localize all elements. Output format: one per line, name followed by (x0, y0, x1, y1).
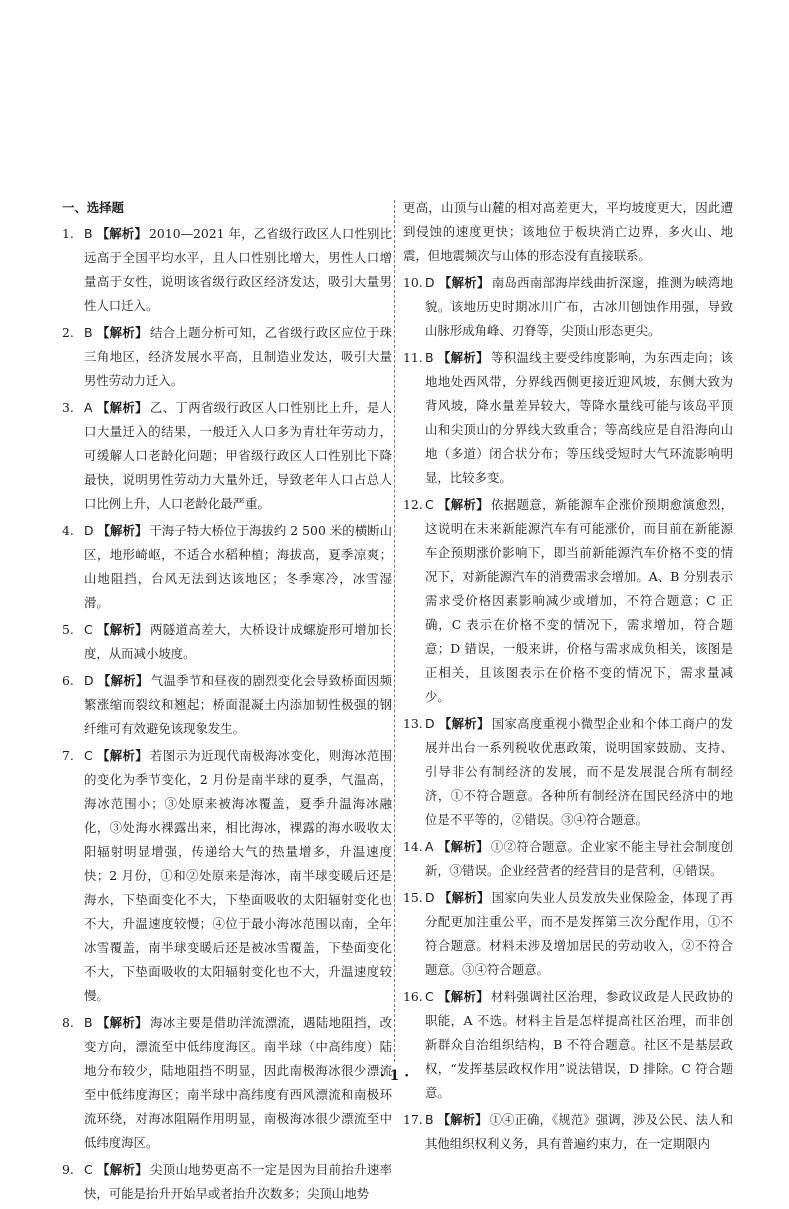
analysis-label: 【解析】 (438, 275, 490, 290)
answer-item (62, 321, 392, 393)
question-number: 14. (403, 839, 423, 854)
answer-letter: D (84, 673, 94, 688)
analysis-text: ①④正确，《规范》强调，涉及公民、法人和其他组织权利义务，具有普遍约束力，在一定期限内 (425, 1112, 733, 1151)
analysis-text: 干海子特大桥位于海拔约 2 500 米的横断山区，地形崎岖，不适合水稻种植；海拔高，夏季凉爽；山地阻挡，台风无法到达该地区；冬季寒冷，冰雪湿滑。 (84, 523, 392, 610)
question-number: 17. (403, 1112, 423, 1127)
right-answer-list (403, 271, 733, 1156)
analysis-text: 两隧道高差大，大桥设计成螺旋形可增加长度，从而减小坡度。 (84, 622, 393, 661)
answer-item (62, 222, 392, 318)
analysis-text: 南岛西南部海岸线曲折深邃，推测为峡湾地貌。该地历史时期冰川广布，古冰川刨蚀作用强，导致山脉形成角峰、刃脊等，尖顶山形态更尖。 (425, 275, 734, 338)
analysis-text: 结合上题分析可知，乙省级行政区应位于珠三角地区，经济发展水平高，且制造业发达，吸引大量男性劳动力迁入。 (84, 325, 393, 388)
analysis-text: 气温季节和昼夜的剧烈变化会导致桥面因频繁涨缩而裂纹和翘起；桥面混凝土内添加韧性极强的钢纤维可有效避免该现象发生。 (84, 673, 393, 736)
question-number: 5. (62, 622, 74, 637)
analysis-label: 【解析】 (96, 622, 149, 637)
analysis-label: 【解析】 (96, 1162, 149, 1177)
question-number: 13. (403, 716, 423, 731)
answer-letter: C (84, 1162, 93, 1177)
question-number: 7. (62, 748, 74, 763)
answer-item (62, 618, 392, 666)
left-answer-list (62, 222, 392, 1206)
question-number: 3. (62, 400, 74, 415)
analysis-text: 材料强调社区治理，参政议政是人民政协的职能，A 不选。材料主旨是怎样提高社区治理，而非创新群众自治组织结构，B 不符合题意。社区不是基层政权，“发挥基层政权作用”说法错误，D 排除。C 符合题意。 (425, 989, 734, 1100)
answer-letter: C (425, 497, 434, 512)
analysis-label: 【解析】 (96, 226, 148, 241)
answer-item (403, 1108, 733, 1156)
answer-letter: D (425, 890, 435, 905)
answer-letter: D (84, 523, 94, 538)
analysis-label: 【解析】 (96, 325, 148, 340)
question-number: 10. (403, 275, 423, 290)
question-number: 11. (403, 350, 423, 365)
answer-item (62, 396, 392, 516)
continuation-text: 更高，山顶与山麓的相对高差更大，平均坡度更大，因此遭到侵蚀的速度更快；该地位于板块消亡边界，多火山、地震，但地震频次与山体的形态没有直接联系。 (403, 200, 733, 263)
answer-letter: B (425, 1112, 434, 1127)
answer-letter: B (84, 1015, 93, 1030)
answer-item (62, 519, 392, 615)
analysis-label: 【解析】 (437, 1112, 488, 1127)
left-column (62, 196, 392, 1209)
analysis-label: 【解析】 (437, 989, 490, 1004)
answer-letter: B (84, 325, 93, 340)
question-number: 9. (62, 1162, 74, 1177)
question-number: 12. (403, 497, 423, 512)
analysis-label: 【解析】 (437, 350, 489, 365)
answer-letter: A (84, 400, 93, 415)
analysis-label: 【解析】 (96, 400, 148, 415)
analysis-text: 国家向失业人员发放失业保险金，体现了再分配更加注重公平，而不是发挥第三次分配作用，①不符合题意。材料未涉及增加居民的劳动收入，②不符合题意。③④符合题意。 (425, 890, 734, 977)
analysis-text: 国家高度重视小微型企业和个体工商户的发展并出台一系列税收优惠政策，说明国家鼓励、支持、引导非公有制经济的发展，而不是发展混合所有制经济，①不符合题意。各种所有制经济在国民经济中的地位是不平等的，②错误。③④符合题意。 (425, 716, 734, 827)
analysis-text: 依据题意，新能源车企涨价预期愈演愈烈，这说明在未来新能源汽车有可能涨价，而目前在新能源车企预期涨价影响下，即当前新能源汽车价格不变的情况下，对新能源汽车的消费需求会增加。A、B 分别表示需求受价格因素影响减少或增加，不符合题意；C 正确，C 表示在价格不变的情况下，需求增加，符合题意；D 错误，一般来讲，价格与需求成负相关，该图是正相关，且该图表示在价格不变的情况下，需求量减少。 (425, 497, 734, 704)
analysis-text: 尖顶山地势更高不一定是因为目前抬升速率快，可能是抬升开始早或者抬升次数多；尖顶山地势 (84, 1162, 393, 1201)
answer-letter: B (425, 350, 434, 365)
answer-item (403, 271, 733, 343)
analysis-label: 【解析】 (97, 673, 149, 688)
analysis-text: 若图示为近现代南极海冰变化，则海冰范围的变化为季节变化，2 月份是南半球的夏季，气温高，海冰范围小；③处原来被海冰覆盖，夏季升温海冰融化，③处海水裸露出来，相比海冰，裸露的海水吸收太阳辐射明显增强，传递给大气的热量增多，升温速度快；2 月份，①和②处原来是海冰，南半球变暖后还是海水，下垫面变化不大，下垫面吸收的太阳辐射变化也不大，升温速度较慢；④位于最小海冰范围以南，全年冰雪覆盖，南半球变暖后还是被冰雪覆盖，下垫面变化不大，下垫面吸收的太阳辐射变化也不大，升温速度较慢。 (84, 748, 393, 1003)
analysis-label: 【解析】 (438, 716, 490, 731)
page-number: · 1 · (379, 1068, 410, 1084)
question-number: 16. (403, 989, 423, 1004)
question-number: 8. (62, 1015, 74, 1030)
answer-letter: C (84, 622, 93, 637)
answer-item (403, 712, 733, 832)
answer-letter: C (84, 748, 93, 763)
answer-item (403, 346, 733, 490)
analysis-text: 2010—2021 年，乙省级行政区人口性别比远高于全国平均水平，且人口性别比增大，男性人口增量高于女性，说明该省级行政区经济发达，吸引大量男性人口迁入。 (84, 226, 393, 313)
question-number: 15. (403, 890, 423, 905)
answer-item (403, 886, 733, 982)
section-title: 一、选择题 (62, 200, 124, 215)
answer-letter: B (84, 226, 93, 241)
answer-item (403, 493, 733, 709)
answer-item (403, 835, 733, 883)
analysis-label: 【解析】 (437, 839, 489, 854)
analysis-label: 【解析】 (96, 1015, 148, 1030)
question-number: 6. (62, 673, 74, 688)
question-number: 1. (62, 226, 74, 241)
analysis-text: 乙、丁两省级行政区人口性别比上升，是人口大量迁入的结果，一般迁入人口多为青壮年劳动力，可缓解人口老龄化问题；甲省级行政区人口性别比下降最快，说明男性劳动力大量外迁，导致老年人口占总人口比例上升，人口老龄化最严重。 (84, 400, 393, 511)
right-column (403, 196, 733, 1159)
analysis-label: 【解析】 (96, 748, 149, 763)
question-number: 4. (62, 523, 74, 538)
answer-letter: C (425, 989, 434, 1004)
answer-letter: D (425, 716, 435, 731)
answer-item (62, 669, 392, 741)
analysis-text: 等积温线主要受纬度影响，为东西走向；该地地处西风带，分界线西侧更接近迎风坡，东侧大致为背风坡，降水量差异较大，等降水量线可能与该岛平顶山和尖顶山的分界线大致重合；等高线应是自沿海向山地（多道）闭合状分布；等压线受短时大气环流影响明显，比较多变。 (425, 350, 734, 485)
analysis-label: 【解析】 (437, 497, 490, 512)
analysis-label: 【解析】 (438, 890, 490, 905)
answer-item (62, 1158, 392, 1206)
column-divider (394, 200, 395, 1062)
answer-item (62, 744, 392, 1008)
answer-item (403, 985, 733, 1105)
question-number: 2. (62, 325, 74, 340)
analysis-text: 海冰主要是借助洋流漂流，遇陆地阻挡，改变方向，漂流至中低纬度海区。南半球（中高纬度）陆地分布较少，陆地阻挡不明显，因此南极海冰很少漂流至中低纬度海区；南半球中高纬度有西风漂流和南极环流环绕，对海冰阻隔作用明显，南极海冰很少漂流至中低纬度海区。 (84, 1015, 393, 1150)
analysis-label: 【解析】 (97, 523, 148, 538)
analysis-text: ①②符合题意。企业家不能主导社会制度创新，③错误。企业经营者的经营目的是营利，④错误。 (425, 839, 734, 878)
answer-letter: A (425, 839, 434, 854)
answer-letter: D (425, 275, 435, 290)
